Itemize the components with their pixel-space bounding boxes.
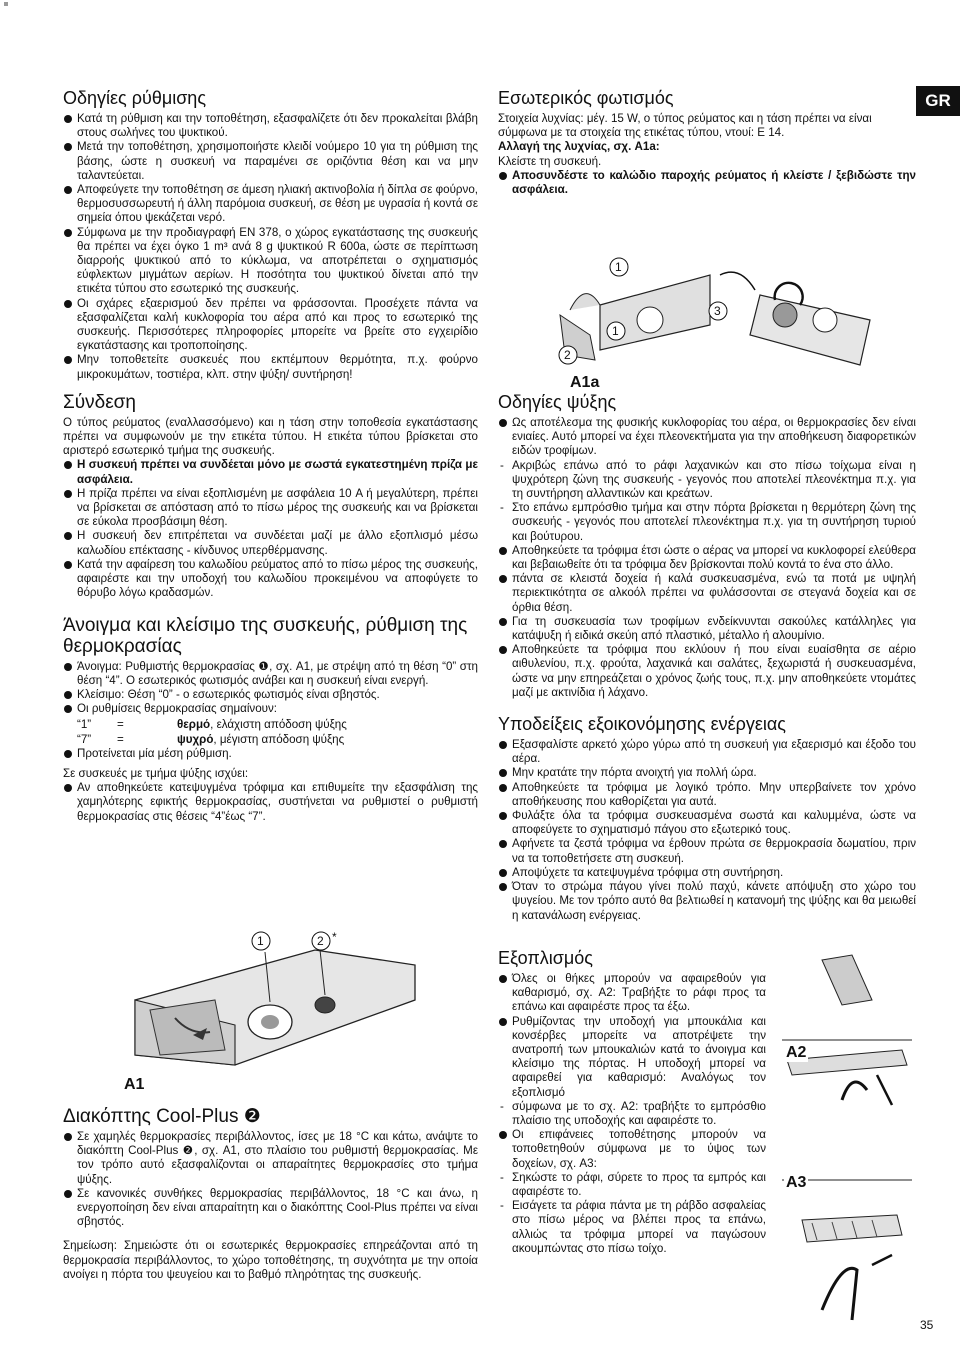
callout-star: * xyxy=(332,930,337,944)
connection-list xyxy=(63,458,478,600)
right-column xyxy=(498,88,916,199)
settings-heading: Οδηγίες ρύθμισης xyxy=(63,88,206,108)
figure-a1a xyxy=(540,240,910,370)
equals-sign: = xyxy=(117,732,124,746)
equipment-item: - Εισάγετε τα ράφια πάντα με τη ράβδο ασφαλείας στο πίσω μέρος να βλέπει προς τα επάνω, αλλιώς τα τρόφιμα μπορεί να παγώσουν ακουμπώντας στο πίσω τοίχο. xyxy=(498,1199,766,1256)
opening-list xyxy=(63,660,478,717)
freezer-line: Σε συσκευές με τμήμα ψύξης ισχύει: xyxy=(63,766,249,780)
cooling-item: Ως αποτέλεσμα της φυσικής κυκλοφορίας του αέρα, οι θερμοκρασίες δεν είναι ενιαίες. Αυτό μπορεί να έχει πλεονεκτήματα για την αποθήκευση διαφορετικών ειδών τροφίμων. xyxy=(498,416,916,459)
figure-a1-label: A1 xyxy=(124,1076,145,1093)
coolplus-item: Σε κανονικές συνθήκες θερμοκρασίας περιβάλλοντος, 18 °C και άνω, η ενεργοποίηση δεν είναι απαραίτητη και ο διακόπτης Cool-Plus πρέπει να είναι σβηστός. xyxy=(63,1187,478,1230)
equals-sign: = xyxy=(117,718,124,732)
equipment-item: Οι επιφάνειες τοποθέτησης μπορούν να τοποθετηθούν σύμφωνα με το ύψος των δοχείων, σχ. A3: xyxy=(498,1128,766,1171)
settings-item: Κατά τη ρύθμιση και την τοποθέτηση, εξασφαλίζετε ότι δεν προκαλείται βλάβη στους σωλήνες του ψυκτικού. xyxy=(63,112,478,140)
setting-number: “1” xyxy=(77,718,92,732)
left-column xyxy=(63,88,478,826)
equipment-item: Ρυθμίζοντας την υποδοχή για μπουκάλια και κονσέρβες μπορείτε να αποτρέψετε την ανατροπή των μπουκαλιών κατά το άνοιγμα και κλείσιμο της πόρτας. Η υποδοχή μπορεί να αφαιρεθεί για καθαρισμό: Αναλόγως τον εξοπλισμό xyxy=(498,1015,766,1100)
equipment-item: Όλες οι θήκες μπορούν να αφαιρεθούν για καθαρισμό, σχ. A2: Τραβήξτε το ράφι προς τα επάνω και αφαιρέστε προς τα έξω. xyxy=(498,972,766,1015)
opening-item: Οι ρυθμίσεις θερμοκρασίας σημαίνουν: xyxy=(63,702,478,716)
settings-item: Μην τοποθετείτε συσκευές που εκπέμπουν θερμότητα, π.χ. φούρνο μικροκυμάτων, τοστιέρα, κλπ. στην ψύξη/ συντήρηση! xyxy=(63,353,478,381)
language-tab: GR xyxy=(916,86,960,116)
energy-item: Αφήνετε τα ζεστά τρόφιμα να έρθουν πρώτα σε θερμοκρασία δωματίου, πριν να τα τοποθετήσετε στη συσκευή. xyxy=(498,837,916,865)
callout-1a: 1 xyxy=(615,260,622,274)
callout-3: 3 xyxy=(714,304,721,318)
opening-heading: Άνοιγμα και κλείσιμο της συσκευής, ρύθμιση της θερμοκρασίας xyxy=(63,614,468,657)
figure-a1 xyxy=(115,930,435,1090)
page-number: 35 xyxy=(920,1318,934,1332)
setting-desc: , ελάχιστη απόδοση ψύξης xyxy=(210,718,347,732)
cooling-heading: Οδηγίες ψύξης xyxy=(498,392,617,412)
connection-item: Η συσκευή πρέπει να συνδέεται μόνο με σωστά εγκατεστημένη πρίζα με ασφάλεια. xyxy=(63,458,478,486)
cooling-item: Αποθηκεύετε τα τρόφιμα έτσι ώστε ο αέρας να μπορεί να κυκλοφορεί ελεύθερα και βεβαιωθείτε ότι τα τρόφιμα δεν βρίσκονται πολύ κοντά το ένα στο άλλο. xyxy=(498,544,916,572)
opening-item: Προτείνεται μία μέση ρύθμιση. xyxy=(63,747,478,761)
thermostat-housing-illustration xyxy=(115,930,435,1090)
temperature-table xyxy=(63,718,478,746)
equipment-item: - σύμφωνα με το σχ. A2: τραβήξτε το εμπρόσθιο πλαίσιο της υποδοχής και αφαιρέστε το. xyxy=(498,1100,766,1128)
settings-list xyxy=(63,112,478,382)
setting-number: “7” xyxy=(77,732,92,746)
lighting-item: Αποσυνδέστε το καλώδιο παροχής ρεύματος ή κλείστε / ξεβιδώστε την ασφάλεια. xyxy=(498,169,916,197)
equipment-item: - Σηκώστε το ράφι, σύρετε το προς τα εμπρός και αφαιρέστε το. xyxy=(498,1171,766,1199)
equipment-section xyxy=(498,948,766,1258)
opening-item: Άνοιγμα: Ρυθμιστής θερμοκρασίας ❶, σχ. A1, με στρέψη από τη θέση “0” στη θέση “4”. Ο εσωτερικός φωτισμός ανάβει και η συσκευή είναι ενεργή. xyxy=(63,660,478,688)
energy-list xyxy=(498,738,916,923)
lighting-line: Αλλαγή της λυχνίας, σχ. A1a: xyxy=(498,140,660,154)
lighting-heading: Εσωτερικός φωτισμός xyxy=(498,88,674,108)
settings-item: Οι σχάρες εξαερισμού δεν πρέπει να φράσσονται. Προσέχετε πάντα να εξασφαλίζεται καλή κυκλοφορία του αέρα από και προς το εσωτερικό της συσκευής. Περισσότερες πληροφορίες μπορείτε να βρείτε στο εγχειρίδιο εγκατάστασης και τροποποίησης. xyxy=(63,297,478,354)
callout-2: 2 xyxy=(564,348,571,362)
energy-heading: Υποδείξεις εξοικονόμησης ενέργειας xyxy=(498,714,786,735)
coolplus-list xyxy=(63,1130,478,1229)
temperature-row xyxy=(77,718,478,732)
opening-list-2 xyxy=(63,747,478,761)
energy-item: Όταν το στρώμα πάγου γίνει πολύ παχύ, κάνετε απόψυξη στο χώρο του ψυγείου. Με τον τρόπο αυτό θα βελτιωθεί η κατανομή της ψύξης και θα μειωθεί η κατανάλωση ενέργειας. xyxy=(498,880,916,923)
callout-1: 1 xyxy=(257,934,264,948)
coolplus-heading: Διακόπτης Cool-Plus ❷ xyxy=(63,1106,261,1127)
energy-item: Μην κρατάτε την πόρτα ανοιχτή για πολλή ώρα. xyxy=(498,766,916,780)
coolplus-item: Σε χαμηλές θερμοκρασίες περιβάλλοντος, ίσες με 18 °C και κάτω, ανάψτε το διακόπτη Cool-Plus ❷, σχ. A1, στο πλαίσιο του ρυθμιστή θερμοκρασίας. Με τον τρόπο αυτό εξασφαλίζονται οι απαραίτητες θερμοκρασίες στο τμήμα ψύξης. xyxy=(63,1130,478,1187)
energy-item: Αποθηκεύετε τα τρόφιμα με λογικό τρόπο. Μην υπερβαίνετε τον χρόνο αποθήκευσης που καθορίζεται για αυτά. xyxy=(498,781,916,809)
setting-word: θερμό xyxy=(177,718,211,732)
cooling-item: Αποθηκεύετε τα τρόφιμα που εκλύουν ή που είναι ευαίσθητα σε αέριο αιθυλενίου, π.χ. φρούτα, λαχανικά και σαλάτες, ξεχωριστά ή συσκευασμένα, ώστε να μην επηρεάζεται ο χρόνος ζωής τους, π.χ. μην αποθηκεύετε ντομάτες μαζί με ακτινίδια ή λάχανο. xyxy=(498,643,916,700)
energy-item: Φυλάξτε όλα τα τρόφιμα συσκευασμένα σωστά και καλυμμένα, ώστε να αποφεύγετε το σχηματισμό πάγου στο εξωτερικό τους. xyxy=(498,809,916,837)
equipment-list xyxy=(498,972,766,1256)
coolplus-note: Σημείωση: Σημειώστε ότι οι εσωτερικές θερμοκρασίες επηρεάζονται από τη θερμοκρασία περιβάλλοντος, το χώρο τοποθέτησης, τη συχνότητα με την οποία ανοίγει η πόρτα του ψευγείου και το βαθμό πληρότητας της συσκευής. xyxy=(63,1239,478,1281)
settings-item: Σύμφωνα με την προδιαγραφή EN 378, ο χώρος εγκατάστασης της συσκευής θα πρέπει να έχει όγκο 1 m³ ανά 8 g ψυκτικού R 600a, ώστε σε περίπτωση διαρροής ψυκτικού από το κύκλωμα, να αποτρέπεται ο σχηματισμός εύφλεκτων μιγμάτων αερίων. Η ποσότητα του ψυκτικού δίνεται από την ετικέτα τύπου στο εσωτερικό της συσκευής. xyxy=(63,226,478,297)
lighting-line: Κλείστε τη συσκευή. xyxy=(498,154,602,168)
setting-desc: , μέγιστη απόδοση ψύξης xyxy=(213,732,345,746)
freezer-list xyxy=(63,781,478,824)
cooling-list xyxy=(498,416,916,700)
cooling-item: πάντα σε κλειστά δοχεία ή καλά συσκευασμένα, ενώ τα ποτά με υψηλή περιεκτικότητα σε αλκοόλ πρέπει να φυλάσσονται σε στεγανά δοχεία και σε όρθια θέση. xyxy=(498,572,916,615)
figure-a2-label: A2 xyxy=(786,1044,807,1061)
connection-heading: Σύνδεση xyxy=(63,391,136,413)
lighting-list xyxy=(498,169,916,197)
cooling-item: - Στο επάνω εμπρόσθιο τμήμα και στην πόρτα βρίσκεται η θερμότερη ζώνη της συσκευής - γεγονός που αποτελεί πλεονέκτημα π.χ. για τη συντήρηση τυριού και βούτυρου. xyxy=(498,501,916,544)
connection-item: Κατά την αφαίρεση του καλωδίου ρεύματος από το πίσω μέρος της συσκευής, αφαιρέστε και την υποδοχή του καλωδίου προκειμένου να αποφύγετε το θόρυβο λόγω κραδασμών. xyxy=(63,558,478,601)
callout-2: 2 xyxy=(317,934,324,948)
figure-a1a-label: A1a xyxy=(570,374,600,391)
coolplus-section xyxy=(63,1106,478,1282)
cooling-item: - Ακριβώς επάνω από το ράφι λαχανικών και στο πίσω τοίχωμα είναι η ψυχρότερη ζώνη της συσκευής - γεγονός που αποτελεί πλεονέκτημα π.χ. για τη συντήρηση αλλαντικών και κρεάτων. xyxy=(498,459,916,502)
freezer-item: Αν αποθηκεύετε κατεψυγμένα τρόφιμα και επιθυμείτε την εξασφάλιση της χαμηλότερης εφικτής θερμοκρασίας, συστήνεται να ρυθμιστεί ο ρυθμιστή θερμοκρασίας στις θέσεις “4”έως “7”. xyxy=(63,781,478,824)
equipment-heading: Εξοπλισμός xyxy=(498,948,593,968)
settings-item: Μετά την τοποθέτηση, χρησιμοποιήστε κλειδί νούμερο 10 για τη ρύθμιση της βάσης, ώστε η συσκευή να παραμένει σε οριζόντια θέση και να μην ταλαντεύεται. xyxy=(63,140,478,183)
cooling-item: Για τη συσκευασία των τροφίμων ενδείκνυνται σακούλες κατάλληλες για κατάψυξη ή ειδικά σκεύη από πλαστικό, μέταλλο ή αλουμίνιο. xyxy=(498,615,916,643)
figure-a3-label: A3 xyxy=(786,1174,807,1191)
connection-item: Η πρίζα πρέπει να είναι εξοπλισμένη με ασφάλεια 10 A ή μεγαλύτερη, πρέπει να βρίσκεται σε απόσταση από το πίσω μέρος της συσκευής και να βρίσκεται σε εύκολα προσβάσιμη θέση. xyxy=(63,487,478,530)
energy-item: Εξασφαλίστε αρκετό χώρο γύρω από τη συσκευή για εξαερισμό και έξοδο του αέρα. xyxy=(498,738,916,766)
cooling-section xyxy=(498,392,916,925)
energy-item: Αποψύχετε τα κατεψυγμένα τρόφιμα στη συντήρηση. xyxy=(498,866,916,880)
lighting-line: Στοιχεία λυχνίας: μέγ. 15 W, ο τύπος ρεύματος και η τάση πρέπει να είναι σύμφωνα με τα στοιχεία της ετικέτας τύπου, ντουί: E 14. xyxy=(498,112,872,140)
page-corner-mark xyxy=(4,2,8,6)
opening-item: Κλείσιμο: Θέση “0” - ο εσωτερικός φωτισμός είναι σβηστός. xyxy=(63,688,478,702)
connection-item: Η συσκευή δεν επιτρέπεται να συνδέεται μαζί με άλλο εξοπλισμό μέσω καλωδίου επέκτασης - κίνδυνος υπερθέρμανσης. xyxy=(63,529,478,557)
setting-word: ψυχρό xyxy=(177,732,214,746)
settings-item: Αποφεύγετε την τοποθέτηση σε άμεση ηλιακή ακτινοβολία ή δίπλα σε φούρνο, θερμοσυσσωρευτή ή άλλη παρόμοια συσκευή, σε θέση με υγρασία ή κοντά σε σημεία όπου ψεκάζεται νερό. xyxy=(63,183,478,226)
connection-intro: Ο τύπος ρεύματος (εναλλασσόμενο) και η τάση στην τοποθεσία εγκατάστασης πρέπει να συμφωνούν με την ετικέτα τύπου. Η ετικέτα τύπου βρίσκεται στο αριστερό εσωτερικό τμήμα της συσκευής. xyxy=(63,415,478,458)
temperature-row xyxy=(77,733,478,747)
callout-1b: 1 xyxy=(612,324,619,338)
